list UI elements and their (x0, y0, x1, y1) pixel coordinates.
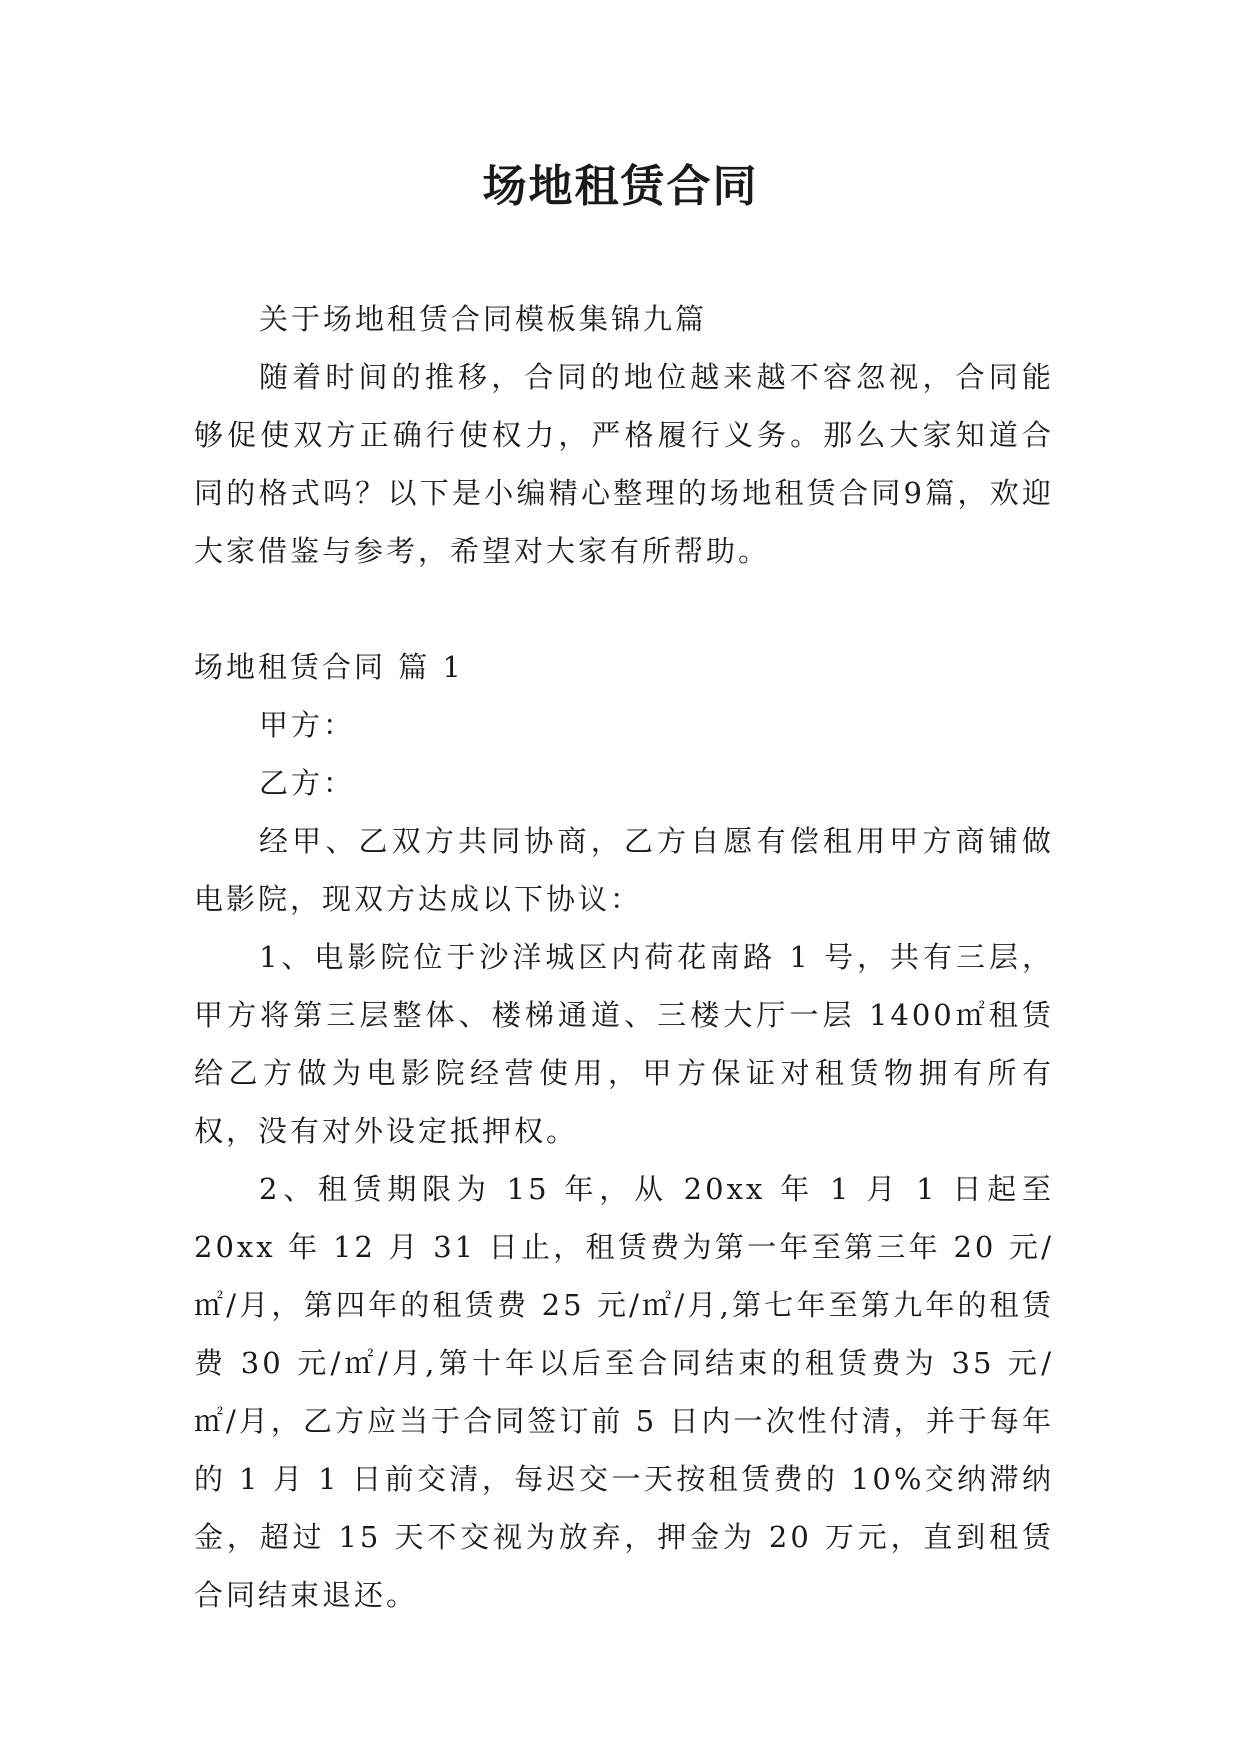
clause-1: 1、电影院位于沙洋城区内荷花南路 1 号，共有三层，甲方将第三层整体、楼梯通道、三楼大厅一层 1400㎡租赁给乙方做为电影院经营使用，甲方保证对租赁物拥有所有权，没有对外设定抵押权。 (194, 940, 1054, 1148)
section-heading: 场地租赁合同 篇 1 (194, 650, 464, 684)
clause-2: 2、租赁期限为 15 年，从 20xx 年 1 月 1 日起至 20xx 年 12 月 31 日止，租赁费为第一年至第三年 20 元/㎡/月，第四年的租赁费 25 元/㎡/月,第七年至第九年的租赁费 30 元/㎡/月,第十年以后至合同结束的租赁费为 35 元/㎡/月，乙方应当于合同签订前 5 日内一次性付清，并于每年的 1 月 1 日前交清，每迟交一天按租赁费的 10%交纳滞纳金，超过 15 天不交视为放弃，押金为 20 万元，直到租赁合同结束退还。 (194, 1172, 1054, 1612)
document-body (194, 290, 1054, 1624)
party-a-line: 甲方： (259, 708, 356, 742)
intro-subtitle: 关于场地租赁合同模板集锦九篇 (259, 302, 708, 336)
intro-paragraph: 随着时间的推移，合同的地位越来越不容忽视，合同能够促使双方正确行使权力，严格履行义务。那么大家知道合同的格式吗？以下是小编精心整理的场地租赁合同9篇，欢迎大家借鉴与参考，希望对大家有所帮助。 (194, 360, 1054, 568)
document-title: 场地租赁合同 (482, 161, 759, 212)
party-b-line: 乙方： (259, 766, 356, 800)
preamble-paragraph: 经甲、乙双方共同协商，乙方自愿有偿租用甲方商铺做电影院，现双方达成以下协议： (194, 824, 1054, 916)
section-spacer (194, 580, 1054, 638)
